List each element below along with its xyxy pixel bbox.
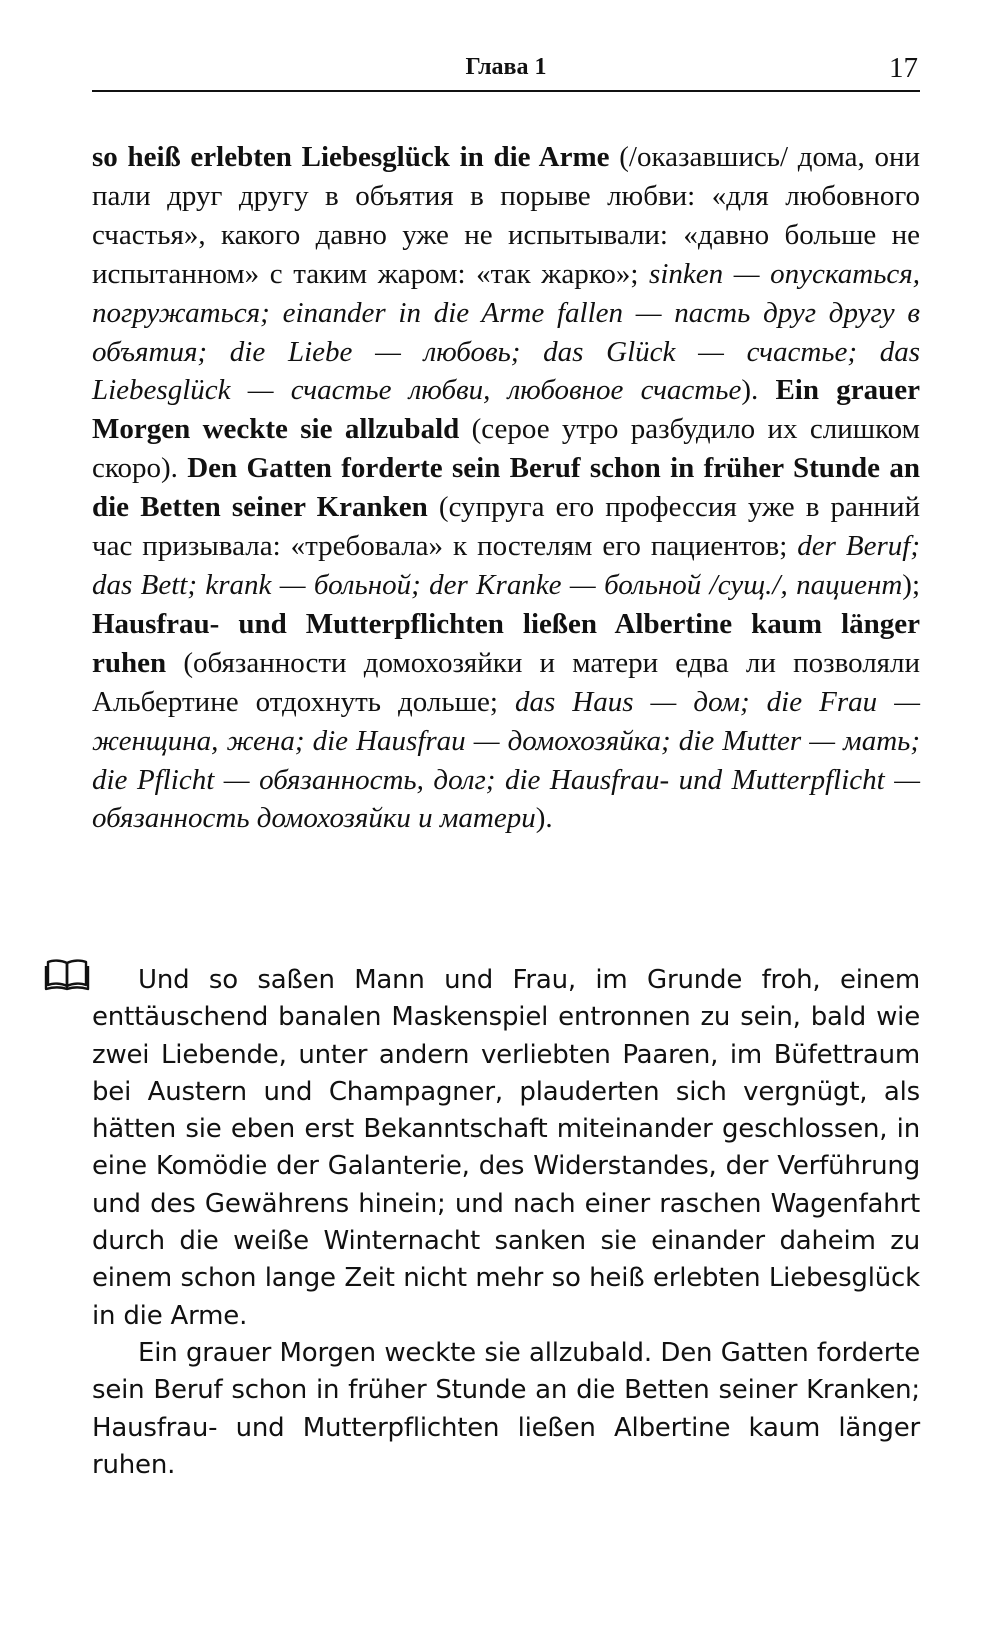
open-book-icon [44, 958, 90, 992]
gloss-ru-2: (серое утро разбудило их слишком скоро). [92, 413, 920, 485]
gloss-close-3: ); [902, 568, 920, 601]
original-text-block [92, 962, 920, 1484]
chapter-title: Глава 1 [465, 54, 547, 80]
original-paragraph-1: Und so saßen Mann und Frau, im Grunde froh, einem enttäuschend banalen Maskenspiel entronnen zu sein, bald wie zwei Liebende, unter andern verliebten Paaren, im Büfettraum bei Austern und Champagner, plauderten sich vergnügt, als hätten sie eben erst Bekanntschaft miteinander geschlossen, in eine Komödie der Galanterie, des Widerstandes, der Verführung und des Gewährens hinein; und nach einer raschen Wagenfahrt durch die weiße Winternacht sanken sie einander daheim zu einem schon lange Zeit nicht mehr so heiß erlebten Liebesglück in die Arme. [92, 965, 920, 1331]
phrase-de-1: so heiß erlebten Liebesglück in die Arme [92, 141, 610, 173]
gloss-close-1: ). [741, 374, 776, 407]
gloss-ru-4: (обязанности домохозяйки и матери едва ли позволяли Альбертине отдохнуть дольше; [92, 646, 920, 718]
phrase-de-3: Den Gatten forderte sein Beruf schon in früher Stunde an die Betten seiner Kranken [92, 452, 920, 524]
gloss-close-4: ). [535, 802, 553, 835]
commentary-block [92, 138, 920, 838]
gloss-ru-3: (супруга его профессия уже в ранний час призывала: «требовала» к постелям его пациентов; [92, 491, 920, 563]
page-number: 17 [889, 52, 918, 84]
phrase-de-2: Ein grauer Morgen weckte sie allzubald [92, 374, 920, 446]
running-header [92, 50, 920, 92]
vocab-1: sinken — опускаться, погружаться; einander in die Arme fallen — пасть друг другу в объятия; die Liebe — любовь; das Glück — счастье; das Liebesglück — счастье любви, любовное счастье [92, 257, 921, 407]
vocab-4: das Haus — дом; die Frau — женщина, жена; die Hausfrau — домохозяйка; die Mutter — мать; die Pflicht — обязанность, долг; die Hausfrau- und Mutterpflicht — обязанность домохозяйки и матери [92, 685, 920, 835]
original-paragraph-2: Ein grauer Morgen weckte sie allzubald. Den Gatten forderte sein Beruf schon in früher Stunde an die Betten seiner Kranken; Hausfrau- und Mutterpflichten ließen Albertine kaum länger ruhen. [92, 1337, 920, 1480]
phrase-de-4: Hausfrau- und Mutterpflichten ließen Albertine kaum länger ruhen [92, 607, 920, 679]
vocab-3: der Beruf; das Bett; krank — больной; der Kranke — больной /сущ./, пациент [92, 530, 920, 601]
gloss-ru-1: (/оказавшись/ дома, они пали друг другу в объятия в порыве любви: «для любовного счастья», какого давно уже не испытывали: «давно больше не испытанном» с таким жаром: «так жарко»; [92, 141, 920, 290]
